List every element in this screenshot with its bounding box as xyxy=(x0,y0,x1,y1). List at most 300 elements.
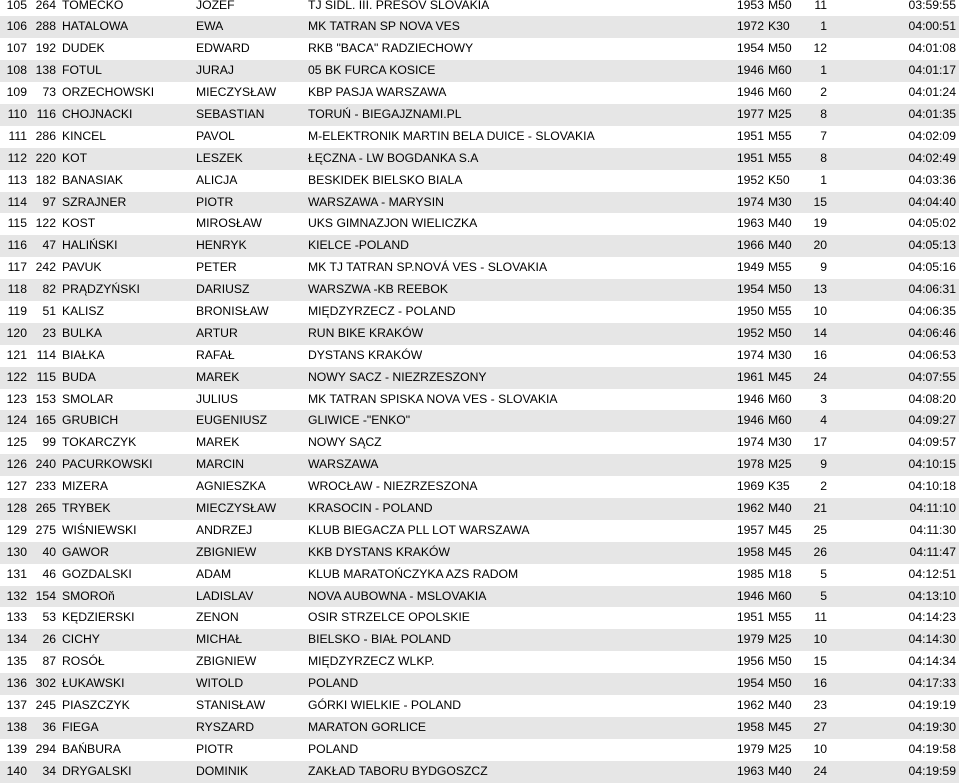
club-cell: OSIR STRZELCE OPOLSKIE xyxy=(308,610,470,625)
category-place-cell: 25 xyxy=(813,522,827,537)
table-row xyxy=(0,0,959,16)
category-place-cell: 2 xyxy=(820,479,827,494)
birth-year-cell: 1952 xyxy=(736,325,764,340)
table-row xyxy=(0,323,959,345)
category-cell: M50 xyxy=(768,654,792,669)
club-cell: RUN BIKE KRAKÓW xyxy=(308,325,424,340)
first-name-cell: MAREK xyxy=(196,435,240,450)
first-name-cell: HENRYK xyxy=(196,238,247,253)
category-cell: M25 xyxy=(768,632,792,647)
table-row xyxy=(0,498,959,520)
last-name-cell: KĘDZIERSKI xyxy=(62,610,135,625)
first-name-cell: JURAJ xyxy=(196,63,234,78)
table-row xyxy=(0,82,959,104)
position-cell: 108 xyxy=(6,63,27,78)
bib-number-cell: 87 xyxy=(42,654,56,669)
table-row xyxy=(0,410,959,432)
club-cell: KLUB MARATOŃCZYKA AZS RADOM xyxy=(308,566,519,581)
first-name-cell: EWA xyxy=(196,19,224,34)
birth-year-cell: 1946 xyxy=(736,588,764,603)
category-place-cell: 5 xyxy=(820,588,827,603)
first-name-cell: PAVOL xyxy=(196,128,235,143)
finish-time-cell: 04:02:09 xyxy=(908,128,956,143)
table-row xyxy=(0,389,959,411)
finish-time-cell: 04:19:30 xyxy=(908,719,956,734)
club-cell: BIELSKO - BIAŁ POLAND xyxy=(308,632,451,647)
finish-time-cell: 04:09:57 xyxy=(908,435,956,450)
finish-time-cell: 04:05:02 xyxy=(908,216,956,231)
position-cell: 105 xyxy=(6,0,27,12)
birth-year-cell: 1972 xyxy=(736,19,764,34)
table-row xyxy=(0,257,959,279)
club-cell: MK TATRAN SPISKA NOVA VES - SLOVAKIA xyxy=(308,391,558,406)
table-row xyxy=(0,673,959,695)
category-cell: M60 xyxy=(768,63,792,78)
category-place-cell: 1 xyxy=(820,63,827,78)
position-cell: 107 xyxy=(6,41,27,56)
birth-year-cell: 1956 xyxy=(736,654,764,669)
table-row xyxy=(0,38,959,60)
category-cell: M55 xyxy=(768,128,792,143)
first-name-cell: MICHAŁ xyxy=(196,632,243,647)
category-place-cell: 8 xyxy=(820,150,827,165)
finish-time-cell: 04:01:35 xyxy=(908,106,956,121)
position-cell: 131 xyxy=(6,566,27,581)
category-cell: M50 xyxy=(768,676,792,691)
last-name-cell: HALIŃSKI xyxy=(62,238,118,253)
finish-time-cell: 04:11:30 xyxy=(909,522,956,537)
position-cell: 134 xyxy=(6,632,27,647)
bib-number-cell: 264 xyxy=(35,0,56,12)
category-cell: K35 xyxy=(768,479,790,494)
last-name-cell: FIEGA xyxy=(62,719,99,734)
first-name-cell: AGNIESZKA xyxy=(196,479,266,494)
birth-year-cell: 1979 xyxy=(736,741,764,756)
category-place-cell: 16 xyxy=(813,676,827,691)
birth-year-cell: 1958 xyxy=(736,719,764,734)
bib-number-cell: 233 xyxy=(35,479,56,494)
bib-number-cell: 192 xyxy=(35,41,56,56)
club-cell: KIELCE -POLAND xyxy=(308,238,409,253)
last-name-cell: BIAŁKA xyxy=(62,347,105,362)
club-cell: ZAKŁAD TABORU BYDGOSZCZ xyxy=(308,763,488,778)
club-cell: KLUB BIEGACZA PLL LOT WARSZAWA xyxy=(308,522,530,537)
birth-year-cell: 1949 xyxy=(736,260,764,275)
position-cell: 138 xyxy=(6,719,27,734)
club-cell: UKS GIMNAZJON WIELICZKA xyxy=(308,216,478,231)
last-name-cell: CHOJNACKI xyxy=(62,106,133,121)
birth-year-cell: 1954 xyxy=(736,41,764,56)
last-name-cell: DRYGALSKI xyxy=(62,763,132,778)
first-name-cell: EUGENIUSZ xyxy=(196,413,268,428)
category-place-cell: 15 xyxy=(813,654,827,669)
category-place-cell: 9 xyxy=(820,457,827,472)
last-name-cell: GAWOR xyxy=(62,544,109,559)
first-name-cell: DARIUSZ xyxy=(196,282,250,297)
last-name-cell: TOKARCZYK xyxy=(62,435,137,450)
first-name-cell: MIROSŁAW xyxy=(196,216,262,231)
position-cell: 111 xyxy=(8,128,27,143)
birth-year-cell: 1962 xyxy=(736,698,764,712)
table-row xyxy=(0,454,959,476)
table-row xyxy=(0,345,959,367)
category-cell: M30 xyxy=(768,435,792,450)
first-name-cell: ARTUR xyxy=(196,325,238,340)
category-place-cell: 11 xyxy=(814,0,827,12)
birth-year-cell: 1951 xyxy=(736,610,764,625)
first-name-cell: DOMINIK xyxy=(196,763,249,778)
birth-year-cell: 1954 xyxy=(736,282,764,297)
category-place-cell: 16 xyxy=(813,347,827,362)
club-cell: POLAND xyxy=(308,676,359,691)
first-name-cell: BRONISŁAW xyxy=(196,303,269,318)
position-cell: 132 xyxy=(6,588,27,603)
first-name-cell: SEBASTIAN xyxy=(196,106,265,121)
category-cell: M40 xyxy=(768,698,792,712)
finish-time-cell: 04:06:46 xyxy=(908,325,956,340)
finish-time-cell: 04:08:20 xyxy=(908,391,956,406)
category-place-cell: 12 xyxy=(813,41,827,56)
last-name-cell: FOTUL xyxy=(62,63,102,78)
table-row xyxy=(0,476,959,498)
category-place-cell: 10 xyxy=(813,303,827,318)
table-row xyxy=(0,564,959,586)
finish-time-cell: 04:19:59 xyxy=(908,763,956,778)
category-cell: M45 xyxy=(768,522,792,537)
club-cell: NOVA AUBOWNA - MSLOVAKIA xyxy=(308,588,487,603)
last-name-cell: PAVUK xyxy=(62,260,102,275)
finish-time-cell: 04:19:19 xyxy=(908,698,956,712)
bib-number-cell: 99 xyxy=(42,435,56,450)
finish-time-cell: 04:03:36 xyxy=(908,172,956,187)
category-place-cell: 17 xyxy=(813,435,827,450)
category-cell: M45 xyxy=(768,719,792,734)
category-cell: M50 xyxy=(768,41,792,56)
position-cell: 115 xyxy=(7,216,27,231)
first-name-cell: ADAM xyxy=(196,566,232,581)
first-name-cell: PETER xyxy=(196,260,237,275)
position-cell: 114 xyxy=(7,194,27,209)
bib-number-cell: 286 xyxy=(35,128,56,143)
club-cell: WROCŁAW - NIEZRZESZONA xyxy=(308,479,478,494)
position-cell: 137 xyxy=(6,698,27,712)
position-cell: 117 xyxy=(7,260,27,275)
club-cell: 05 BK FURCA KOSICE xyxy=(308,63,436,78)
birth-year-cell: 1963 xyxy=(736,763,764,778)
category-place-cell: 26 xyxy=(813,544,827,559)
club-cell: BESKIDEK BIELSKO BIALA xyxy=(308,172,463,187)
bib-number-cell: 182 xyxy=(35,172,56,187)
category-cell: M60 xyxy=(768,391,792,406)
finish-time-cell: 04:06:31 xyxy=(908,282,956,297)
first-name-cell: MIECZYSŁAW xyxy=(196,85,277,100)
birth-year-cell: 1946 xyxy=(736,85,764,100)
bib-number-cell: 115 xyxy=(36,369,56,384)
birth-year-cell: 1963 xyxy=(736,216,764,231)
category-place-cell: 3 xyxy=(820,391,827,406)
finish-time-cell: 04:19:58 xyxy=(908,741,956,756)
finish-time-cell: 04:14:23 xyxy=(908,610,956,625)
club-cell: NOWY SACZ - NIEZRZESZONY xyxy=(308,369,487,384)
finish-time-cell: 04:17:33 xyxy=(908,676,956,691)
table-row xyxy=(0,542,959,564)
last-name-cell: WIŚNIEWSKI xyxy=(62,522,137,537)
finish-time-cell: 04:12:51 xyxy=(908,566,956,581)
table-row xyxy=(0,279,959,301)
birth-year-cell: 1952 xyxy=(736,172,764,187)
bib-number-cell: 82 xyxy=(42,282,56,297)
club-cell: M-ELEKTRONIK MARTIN BELA DUICE - SLOVAKIA xyxy=(308,128,595,143)
last-name-cell: DUDEK xyxy=(62,41,105,56)
first-name-cell: ZBIGNIEW xyxy=(196,654,257,669)
position-cell: 110 xyxy=(7,106,27,121)
finish-time-cell: 04:11:47 xyxy=(909,544,956,559)
category-place-cell: 2 xyxy=(820,85,827,100)
first-name-cell: ANDRZEJ xyxy=(196,522,253,537)
bib-number-cell: 51 xyxy=(42,303,56,318)
birth-year-cell: 1958 xyxy=(736,544,764,559)
bib-number-cell: 275 xyxy=(35,522,56,537)
first-name-cell: PIOTR xyxy=(196,194,234,209)
position-cell: 124 xyxy=(6,413,27,428)
position-cell: 122 xyxy=(6,369,27,384)
birth-year-cell: 1974 xyxy=(736,194,764,209)
category-place-cell: 15 xyxy=(813,194,827,209)
finish-time-cell: 04:04:40 xyxy=(908,194,956,209)
finish-time-cell: 04:05:13 xyxy=(908,238,956,253)
club-cell: MIĘDZYRZECZ - POLAND xyxy=(308,303,456,318)
last-name-cell: SMOLAR xyxy=(62,391,114,406)
club-cell: MARATON GORLICE xyxy=(308,719,427,734)
birth-year-cell: 1954 xyxy=(736,676,764,691)
table-row xyxy=(0,695,959,717)
birth-year-cell: 1946 xyxy=(736,413,764,428)
category-place-cell: 13 xyxy=(813,282,827,297)
position-cell: 126 xyxy=(6,457,27,472)
category-place-cell: 24 xyxy=(813,369,827,384)
last-name-cell: MIZERA xyxy=(62,479,109,494)
club-cell: KRASOCIN - POLAND xyxy=(308,500,433,515)
category-cell: K50 xyxy=(768,172,790,187)
first-name-cell: ZBIGNIEW xyxy=(196,544,257,559)
first-name-cell: JULIUS xyxy=(196,391,238,406)
bib-number-cell: 165 xyxy=(35,413,56,428)
first-name-cell: WITOLD xyxy=(196,676,244,691)
birth-year-cell: 1978 xyxy=(736,457,764,472)
club-cell: KBP PASJA WARSZAWA xyxy=(308,85,447,100)
category-cell: M60 xyxy=(768,413,792,428)
finish-time-cell: 03:59:55 xyxy=(908,0,956,12)
table-row xyxy=(0,104,959,126)
position-cell: 116 xyxy=(7,238,27,253)
club-cell: WARSZWA -KB REEBOK xyxy=(308,282,448,297)
first-name-cell: ZENON xyxy=(196,610,239,625)
birth-year-cell: 1950 xyxy=(736,303,764,318)
first-name-cell: MIECZYSŁAW xyxy=(196,500,277,515)
category-place-cell: 9 xyxy=(820,260,827,275)
first-name-cell: PIOTR xyxy=(196,741,234,756)
finish-time-cell: 04:07:55 xyxy=(908,369,956,384)
last-name-cell: BAŃBURA xyxy=(62,741,121,756)
bib-number-cell: 245 xyxy=(35,698,56,712)
first-name-cell: LADISLAV xyxy=(196,588,254,603)
bib-number-cell: 46 xyxy=(42,566,56,581)
position-cell: 106 xyxy=(6,19,27,34)
category-cell: M40 xyxy=(768,500,792,515)
birth-year-cell: 1951 xyxy=(736,150,764,165)
bib-number-cell: 294 xyxy=(35,741,56,756)
table-row xyxy=(0,607,959,629)
first-name-cell: EDWARD xyxy=(196,41,250,56)
last-name-cell: ROSÓŁ xyxy=(62,654,105,669)
first-name-cell: RYSZARD xyxy=(196,719,255,734)
birth-year-cell: 1946 xyxy=(736,63,764,78)
finish-time-cell: 04:05:16 xyxy=(908,260,956,275)
table-row xyxy=(0,148,959,170)
birth-year-cell: 1961 xyxy=(736,369,764,384)
category-cell: M45 xyxy=(768,544,792,559)
bib-number-cell: 154 xyxy=(35,588,56,603)
birth-year-cell: 1985 xyxy=(736,566,764,581)
category-place-cell: 4 xyxy=(820,413,827,428)
bib-number-cell: 34 xyxy=(42,763,56,778)
table-row xyxy=(0,16,959,38)
bib-number-cell: 53 xyxy=(42,610,56,625)
birth-year-cell: 1951 xyxy=(736,128,764,143)
category-place-cell: 8 xyxy=(820,106,827,121)
table-row xyxy=(0,739,959,761)
table-row xyxy=(0,367,959,389)
last-name-cell: SZRAJNER xyxy=(62,194,127,209)
finish-time-cell: 04:14:34 xyxy=(908,654,956,669)
table-row xyxy=(0,301,959,323)
category-cell: M45 xyxy=(768,369,792,384)
bib-number-cell: 242 xyxy=(35,260,56,275)
category-place-cell: 27 xyxy=(813,719,827,734)
position-cell: 109 xyxy=(6,85,27,100)
table-row xyxy=(0,520,959,542)
first-name-cell: MAREK xyxy=(196,369,240,384)
category-cell: M40 xyxy=(768,216,792,231)
finish-time-cell: 04:10:18 xyxy=(908,479,956,494)
category-place-cell: 24 xyxy=(813,763,827,778)
bib-number-cell: 138 xyxy=(35,63,56,78)
category-cell: M40 xyxy=(768,238,792,253)
last-name-cell: PACURKOWSKI xyxy=(62,457,153,472)
finish-time-cell: 04:01:24 xyxy=(908,85,956,100)
club-cell: MIĘDZYRZECZ WLKP. xyxy=(308,654,435,669)
position-cell: 118 xyxy=(7,282,27,297)
last-name-cell: KOT xyxy=(62,150,88,165)
finish-time-cell: 04:13:10 xyxy=(908,588,956,603)
finish-time-cell: 04:01:17 xyxy=(908,63,956,78)
last-name-cell: HATALOWA xyxy=(62,19,129,34)
bib-number-cell: 265 xyxy=(35,500,56,515)
bib-number-cell: 116 xyxy=(36,106,56,121)
category-cell: M25 xyxy=(768,106,792,121)
table-row xyxy=(0,60,959,82)
position-cell: 123 xyxy=(6,391,27,406)
birth-year-cell: 1946 xyxy=(736,391,764,406)
position-cell: 113 xyxy=(7,172,27,187)
bib-number-cell: 302 xyxy=(35,676,56,691)
table-row xyxy=(0,213,959,235)
last-name-cell: BULKA xyxy=(62,325,102,340)
birth-year-cell: 1979 xyxy=(736,632,764,647)
category-place-cell: 10 xyxy=(813,632,827,647)
category-cell: M55 xyxy=(768,303,792,318)
first-name-cell: MARCIN xyxy=(196,457,245,472)
position-cell: 127 xyxy=(6,479,27,494)
first-name-cell: LESZEK xyxy=(196,150,243,165)
bib-number-cell: 26 xyxy=(42,632,56,647)
position-cell: 112 xyxy=(7,150,27,165)
category-cell: M50 xyxy=(768,282,792,297)
category-place-cell: 1 xyxy=(820,19,827,34)
last-name-cell: GOZDALSKI xyxy=(62,566,132,581)
category-cell: M50 xyxy=(768,325,792,340)
last-name-cell: KINCEL xyxy=(62,128,107,143)
first-name-cell: JOZEF xyxy=(196,0,235,12)
birth-year-cell: 1977 xyxy=(736,106,764,121)
bib-number-cell: 97 xyxy=(42,194,56,209)
table-row xyxy=(0,651,959,673)
last-name-cell: GRUBICH xyxy=(62,413,119,428)
category-place-cell: 11 xyxy=(814,610,827,625)
birth-year-cell: 1969 xyxy=(736,479,764,494)
last-name-cell: ŁUKAWSKI xyxy=(62,676,125,691)
table-row xyxy=(0,192,959,214)
birth-year-cell: 1953 xyxy=(736,0,764,12)
position-cell: 135 xyxy=(6,654,27,669)
club-cell: GLIWICE -"ENKO" xyxy=(308,413,411,428)
last-name-cell: BUDA xyxy=(62,369,96,384)
category-place-cell: 23 xyxy=(813,698,827,712)
bib-number-cell: 47 xyxy=(42,238,56,253)
position-cell: 140 xyxy=(6,763,27,778)
category-cell: M55 xyxy=(768,150,792,165)
category-cell: M40 xyxy=(768,763,792,778)
category-cell: M30 xyxy=(768,194,792,209)
bib-number-cell: 36 xyxy=(42,719,56,734)
category-place-cell: 7 xyxy=(820,128,827,143)
category-place-cell: 20 xyxy=(813,238,827,253)
position-cell: 125 xyxy=(6,435,27,450)
finish-time-cell: 04:02:49 xyxy=(908,150,956,165)
category-cell: M25 xyxy=(768,741,792,756)
category-cell: M50 xyxy=(768,0,792,12)
last-name-cell: SMOROň xyxy=(62,588,115,603)
category-place-cell: 1 xyxy=(820,172,827,187)
club-cell: GÓRKI WIELKIE - POLAND xyxy=(308,698,462,712)
first-name-cell: RAFAŁ xyxy=(196,347,235,362)
category-cell: M18 xyxy=(768,566,792,581)
birth-year-cell: 1966 xyxy=(736,238,764,253)
bib-number-cell: 73 xyxy=(42,85,56,100)
table-row xyxy=(0,235,959,257)
category-place-cell: 14 xyxy=(813,325,827,340)
finish-time-cell: 04:06:35 xyxy=(908,303,956,318)
position-cell: 130 xyxy=(6,544,27,559)
birth-year-cell: 1974 xyxy=(736,435,764,450)
position-cell: 120 xyxy=(6,325,27,340)
bib-number-cell: 122 xyxy=(35,216,56,231)
last-name-cell: BANASIAK xyxy=(62,172,123,187)
category-place-cell: 21 xyxy=(813,500,827,515)
table-row xyxy=(0,586,959,608)
bib-number-cell: 114 xyxy=(36,347,56,362)
finish-time-cell: 04:11:10 xyxy=(909,500,956,515)
